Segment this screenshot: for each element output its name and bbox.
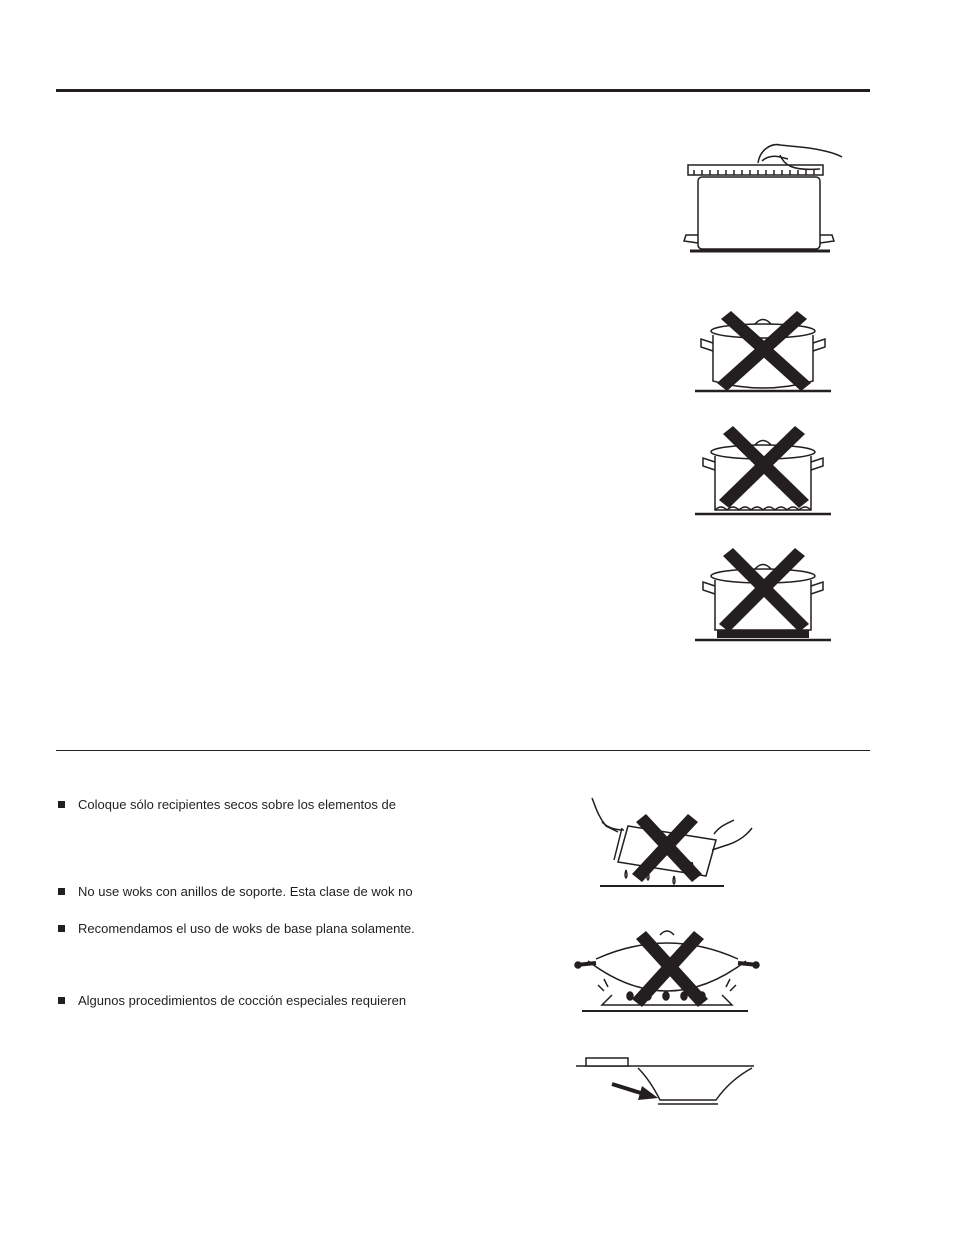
flat-bottom-wok-illustration: [572, 1050, 762, 1110]
tip-flat-wok: [58, 921, 415, 937]
ringed-wok-illustration: [572, 925, 762, 1015]
ridged-pot-illustration: [693, 424, 835, 516]
tip-text: No use woks con anillos de soporte. Esta clase de wok no: [78, 884, 413, 899]
square-bullet-icon: [58, 925, 65, 932]
heavy-base-pot-illustration: [693, 548, 835, 642]
section-rule: [56, 750, 870, 751]
wet-pan-illustration: [588, 792, 756, 888]
arrow-right-icon: [612, 1084, 658, 1100]
square-bullet-icon: [58, 801, 65, 808]
tip-text: Recomendamos el uso de woks de base plana solamente.: [78, 921, 415, 936]
tip-special-cooking: [58, 993, 406, 1009]
flat-pan-ruler-illustration: [680, 135, 850, 260]
x-mark-icon: [719, 426, 809, 508]
tip-dry-pans: [58, 797, 396, 813]
x-mark-icon: [719, 548, 809, 632]
square-bullet-icon: [58, 888, 65, 895]
tip-text: Algunos procedimientos de cocción especiales requieren: [78, 993, 407, 1008]
tip-text: Coloque sólo recipientes secos sobre los elementos de: [78, 797, 396, 812]
header-rule: [56, 89, 870, 92]
x-mark-icon: [717, 311, 811, 391]
warped-pot-illustration: [693, 305, 835, 397]
tip-wok-rings: [58, 884, 413, 900]
square-bullet-icon: [58, 997, 65, 1004]
